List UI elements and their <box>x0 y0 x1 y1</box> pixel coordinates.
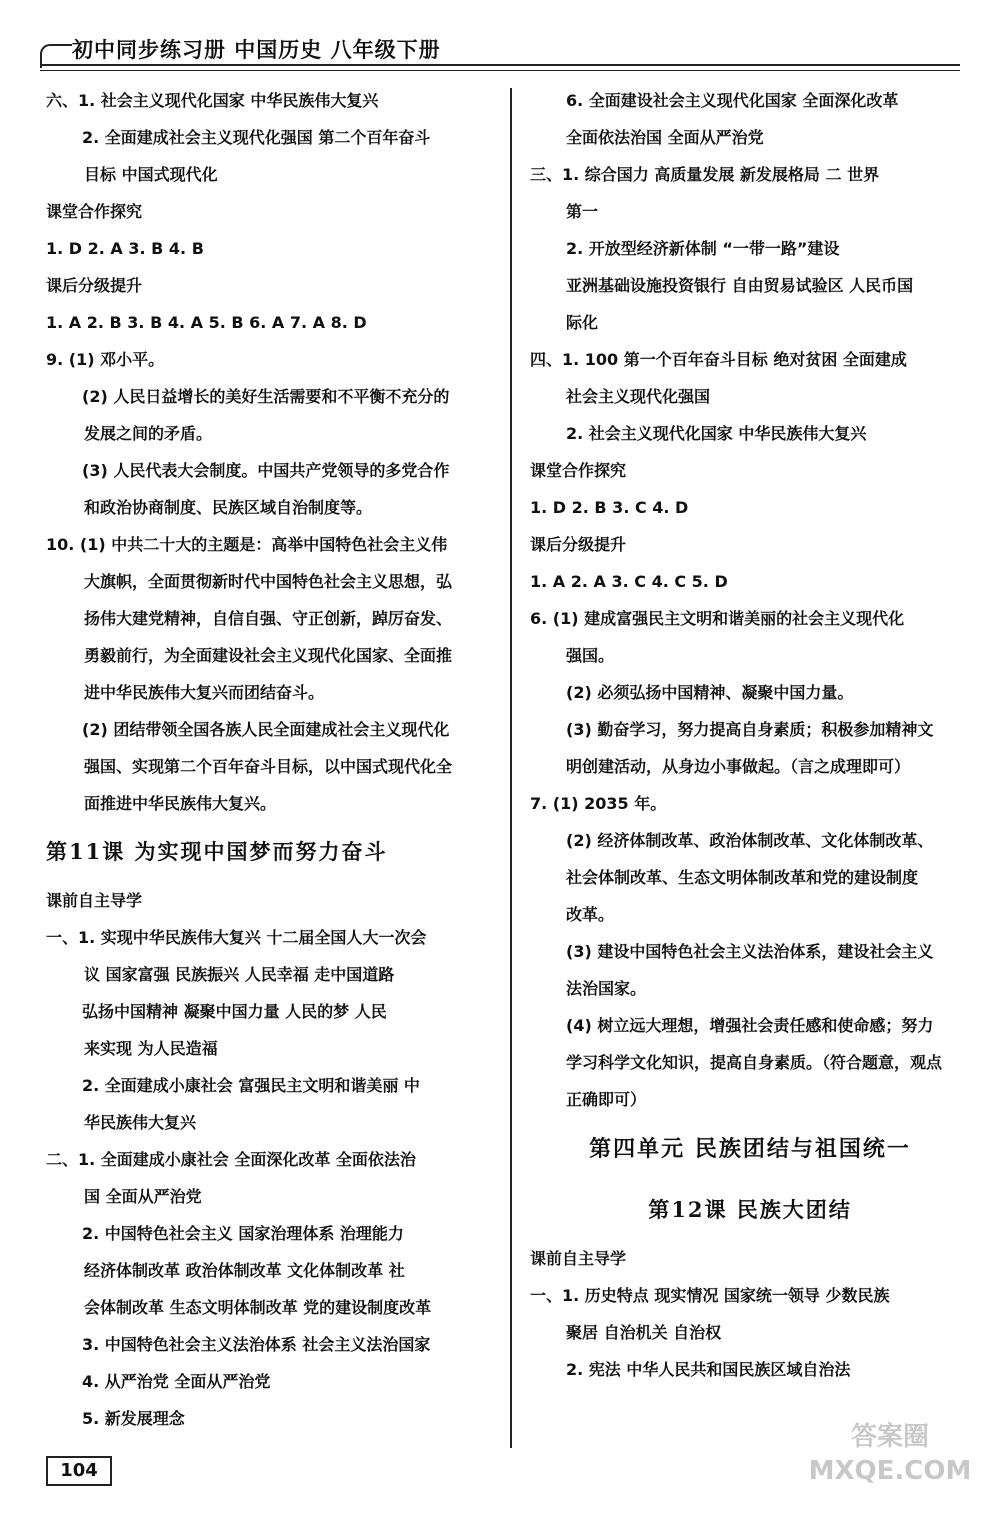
answer-line: 6. 全面建设社会主义现代化国家 全面深化改革 <box>566 91 899 110</box>
answer-line: 大旗帜，全面贯彻新时代中国特色社会主义思想，弘 <box>84 572 453 591</box>
lesson-12-title: 第12课 民族大团结 <box>648 1197 852 1222</box>
answer-line: 经济体制改革 政治体制改革 文化体制改革 社 <box>84 1261 405 1280</box>
answer-line: 弘扬中国精神 凝聚中国力量 人民的梦 人民 <box>82 1002 387 1021</box>
answer-line: (4) 树立远大理想，增强社会责任感和使命感；努力 <box>566 1016 934 1035</box>
answer-line: 课前自主导学 <box>46 891 143 910</box>
book-title: 初中同步练习册 中国历史 八年级下册 <box>72 38 441 62</box>
answer-line: 目标 中国式现代化 <box>84 165 218 184</box>
answer-line: 聚居 自治机关 自治权 <box>566 1323 722 1342</box>
answer-line: 进中华民族伟大复兴而团结奋斗。 <box>84 683 325 702</box>
header-rule <box>40 64 960 71</box>
answer-line: 正确即可） <box>566 1090 647 1109</box>
answer-line: 四、1. 100 第一个百年奋斗目标 绝对贫困 全面建成 <box>530 350 907 369</box>
answer-line: 9. (1) 邓小平。 <box>46 350 165 369</box>
answer-line: 7. (1) 2035 年。 <box>530 794 667 813</box>
answer-line: 三、1. 综合国力 高质量发展 新发展格局 二 世界 <box>530 165 880 184</box>
watermark-logo: 答案圈 MXQE.COM <box>808 1422 972 1486</box>
answer-line: 1. D 2. B 3. C 4. D <box>530 498 689 517</box>
answer-line: 1. A 2. A 3. C 4. C 5. D <box>530 572 728 591</box>
answer-line: 面推进中华民族伟大复兴。 <box>84 794 277 813</box>
answer-line: 2. 宪法 中华人民共和国民族区域自治法 <box>566 1360 851 1379</box>
answer-block-unit3-review <box>46 82 498 822</box>
answer-line: 一、1. 历史特点 现实情况 国家统一领导 少数民族 <box>530 1286 890 1305</box>
answer-line: 2. 开放型经济新体制 “一带一路”建设 <box>566 239 840 258</box>
answer-line: 会体制改革 生态文明体制改革 党的建设制度改革 <box>84 1298 432 1317</box>
answer-line: (2) 团结带领全国各族人民全面建成社会主义现代化 <box>82 720 450 739</box>
answer-line: 1. D 2. A 3. B 4. B <box>46 239 204 258</box>
answer-line: 社会主义现代化强国 <box>566 387 711 406</box>
answer-line: 4. 从严治党 全面从严治党 <box>82 1372 271 1391</box>
answer-line: 2. 中国特色社会主义 国家治理体系 治理能力 <box>82 1224 404 1243</box>
answer-line: 勇毅前行，为全面建设社会主义现代化国家、全面推 <box>84 646 453 665</box>
answer-line: 课后分级提升 <box>46 276 143 295</box>
answer-line: 华民族伟大复兴 <box>84 1113 197 1132</box>
answer-line: 第一 <box>566 202 599 221</box>
answer-line: 2. 全面建成社会主义现代化强国 第二个百年奋斗 <box>82 128 431 147</box>
answer-line: 课后分级提升 <box>530 535 627 554</box>
left-column <box>46 82 498 1437</box>
unit-4-title: 第四单元 民族团结与祖国统一 <box>589 1136 911 1162</box>
answer-line: 2. 社会主义现代化国家 中华民族伟大复兴 <box>566 424 867 443</box>
answer-block-lesson-12 <box>530 1240 970 1388</box>
answer-line: 2. 全面建成小康社会 富强民主文明和谐美丽 中 <box>82 1076 420 1095</box>
answer-line: (2) 必须弘扬中国精神、凝聚中国力量。 <box>566 683 854 702</box>
answer-line: 课堂合作探究 <box>46 202 143 221</box>
answer-line: 社会体制改革、生态文明体制改革和党的建设制度 <box>566 868 919 887</box>
answer-line: 和政治协商制度、民族区域自治制度等。 <box>84 498 373 517</box>
answer-line: 明创建活动，从身边小事做起。（言之成理即可） <box>566 757 911 776</box>
answer-line: 法治国家。 <box>566 979 647 998</box>
answer-block-lesson-11 <box>46 882 498 1437</box>
answer-line: 一、1. 实现中华民族伟大复兴 十二届全国人大一次会 <box>46 928 427 947</box>
answer-line: 6. (1) 建成富强民主文明和谐美丽的社会主义现代化 <box>530 609 905 628</box>
answer-line: 3. 中国特色社会主义法治体系 社会主义法治国家 <box>82 1335 431 1354</box>
page-header <box>40 28 960 76</box>
answer-line: 六、1. 社会主义现代化国家 中华民族伟大复兴 <box>46 91 379 110</box>
answer-line: 全面依法治国 全面从严治党 <box>566 128 764 147</box>
answer-line: 国 全面从严治党 <box>84 1187 202 1206</box>
page-number: 104 <box>46 1456 112 1486</box>
answer-line: 扬伟大建党精神，自信自强、守正创新，踔厉奋发、 <box>84 609 453 628</box>
answer-line: (2) 经济体制改革、政治体制改革、文化体制改革、 <box>566 831 934 850</box>
answer-line: 际化 <box>566 313 599 332</box>
answer-line: 5. 新发展理念 <box>82 1409 185 1428</box>
answer-line: 强国。 <box>566 646 615 665</box>
answer-block-lesson-11-continued <box>530 82 970 1118</box>
answer-line: 二、1. 全面建成小康社会 全面深化改革 全面依法治 <box>46 1150 416 1169</box>
right-column <box>530 82 970 1388</box>
answer-line: 议 国家富强 民族振兴 人民幸福 走中国道路 <box>84 965 395 984</box>
answer-line: 学习科学文化知识，提高自身素质。（符合题意，观点 <box>566 1053 943 1072</box>
answer-line: 课前自主导学 <box>530 1249 627 1268</box>
answer-line: (3) 勤奋学习，努力提高自身素质；积极参加精神文 <box>566 720 934 739</box>
answer-line: 课堂合作探究 <box>530 461 627 480</box>
answer-line: (2) 人民日益增长的美好生活需要和不平衡不充分的 <box>82 387 450 406</box>
answer-line: 来实现 为人民造福 <box>84 1039 218 1058</box>
answer-line: 强国、实现第二个百年奋斗目标，以中国式现代化全 <box>84 757 453 776</box>
answer-line: 10. (1) 中共二十大的主题是：高举中国特色社会主义伟 <box>46 535 448 554</box>
lesson-11-title: 第11课 为实现中国梦而努力奋斗 <box>46 839 388 864</box>
answer-line: 1. A 2. B 3. B 4. A 5. B 6. A 7. A 8. D <box>46 313 367 332</box>
answer-line: 改革。 <box>566 905 615 924</box>
column-divider <box>510 88 512 1448</box>
answer-line: (3) 人民代表大会制度。中国共产党领导的多党合作 <box>82 461 450 480</box>
answer-line: 亚洲基础设施投资银行 自由贸易试验区 人民币国 <box>566 276 914 295</box>
answer-line: 发展之间的矛盾。 <box>84 424 213 443</box>
answer-line: (3) 建设中国特色社会主义法治体系，建设社会主义 <box>566 942 934 961</box>
